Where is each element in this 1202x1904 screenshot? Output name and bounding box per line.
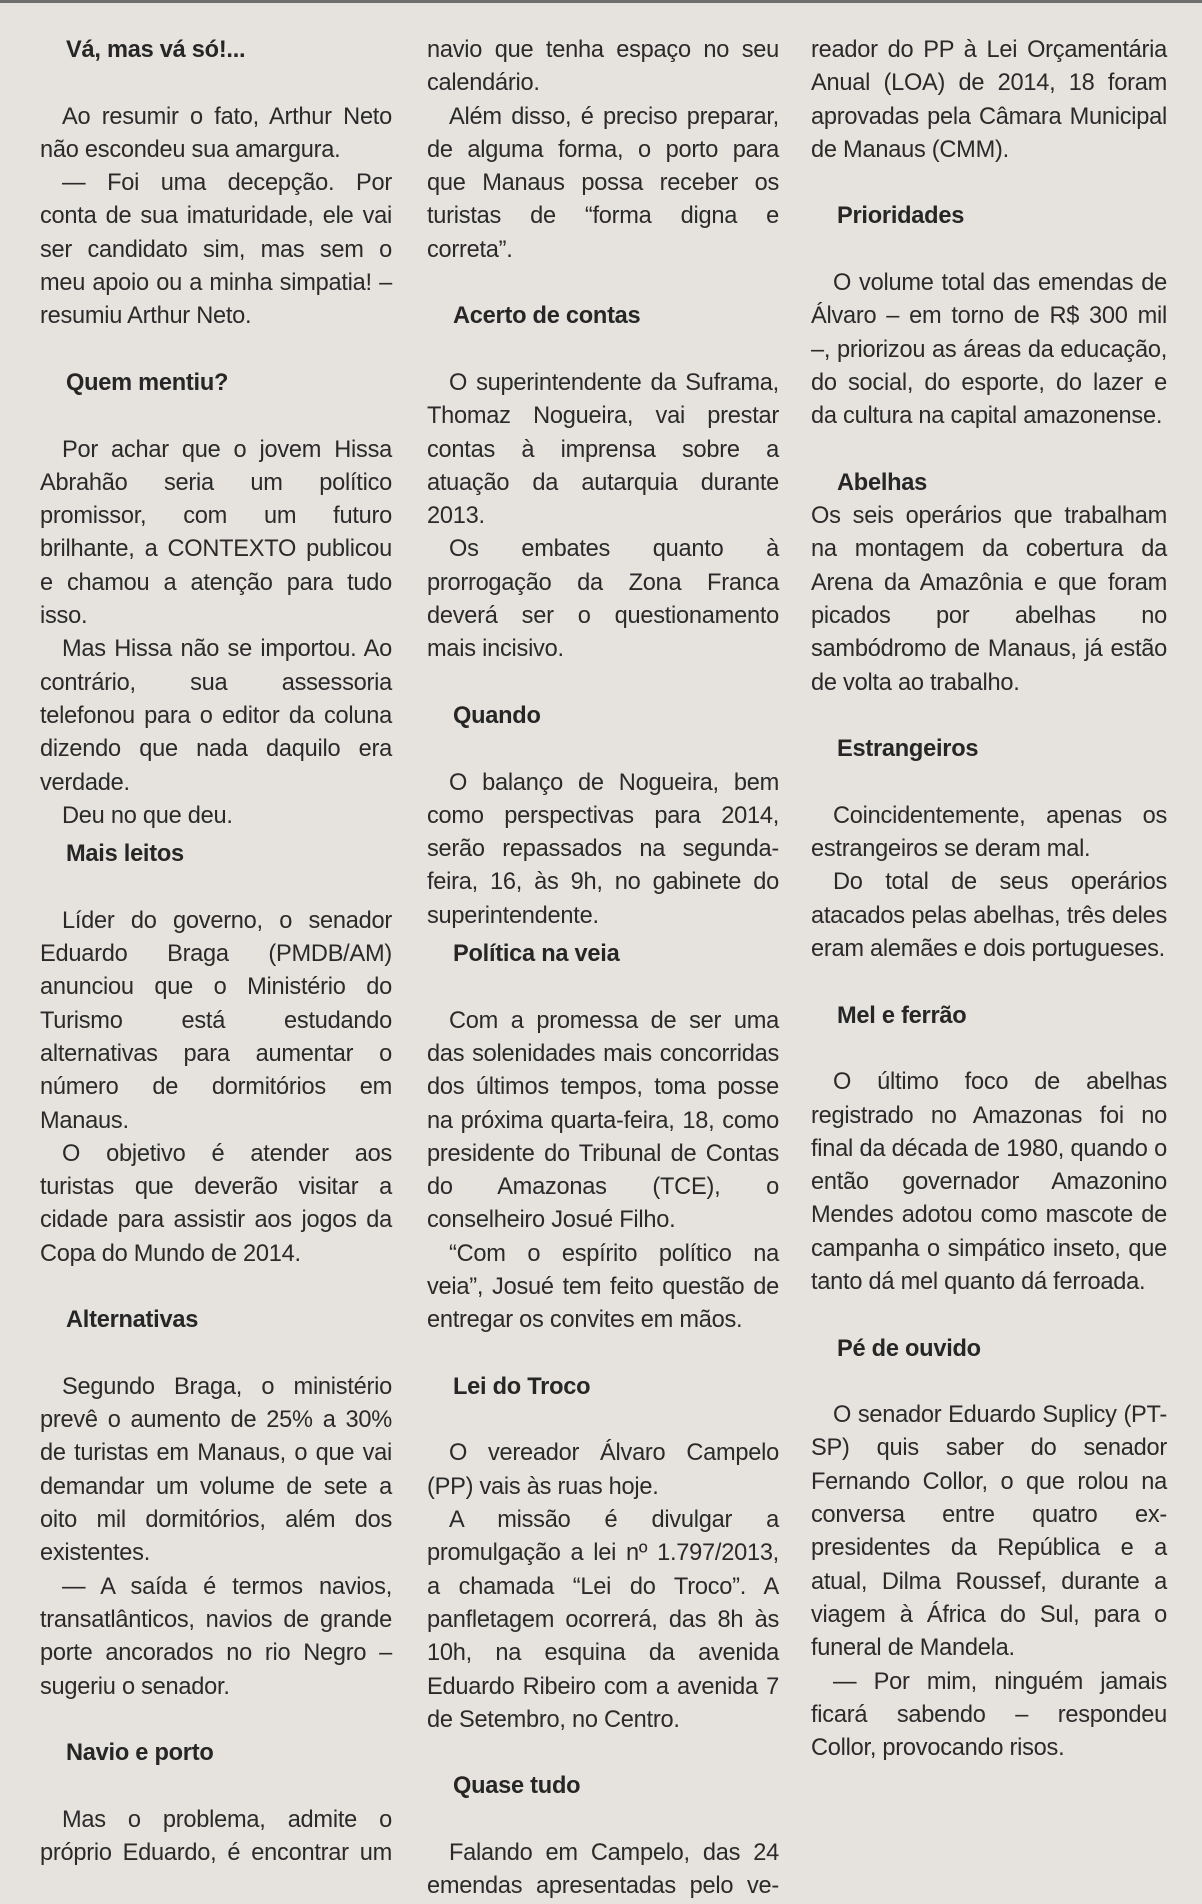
column-2 — [427, 34, 779, 1904]
paragraph: — Por mim, ninguém jamais ficará sabendo – respondeu Collor, provocando risos. — [811, 1668, 1167, 1762]
heading-navio-e-porto: Navio e porto — [66, 1740, 214, 1767]
paragraph: Além disso, é preciso preparar, de alguma forma, o porto para que Manaus possa receber os turistas de “forma digna e correta”. — [427, 103, 779, 263]
paragraph: O volume total das emendas de Álvaro – em torno de R$ 300 mil –, priorizou as áreas da educação, do social, do esporte, do lazer e da cultura na capital amazonense. — [811, 270, 1167, 430]
paragraph: Do total de seus operários atacados pelas abelhas, três deles eram alemães e dois portugueses. — [811, 869, 1167, 963]
paragraph: Mas o problema, admite o próprio Eduardo, é encontrar um — [40, 1806, 392, 1867]
heading-mais-leitos: Mais leitos — [66, 841, 184, 868]
heading-mel-e-ferrao: Mel e ferrão — [837, 1002, 967, 1029]
paragraph: Ao resumir o fato, Arthur Neto não escondeu sua amargura. — [40, 103, 392, 163]
paragraph: Coincidentemente, apenas os estrangeiros se deram mal. — [811, 802, 1167, 863]
heading-quem-mentiu: Quem mentiu? — [66, 369, 229, 396]
paragraph: Mas Hissa não se importou. Ao contrário, sua assessoria telefonou para o editor da coluna dizendo que nada daquilo era verdade. — [40, 636, 392, 796]
paragraph: Com a promessa de ser uma das solenidades mais concorridas dos últimos tempos, toma posse na próxima quarta-feira, 18, como presidente do Tribunal de Contas do Amazonas (TCE), o conselheiro Josué Filho. — [427, 1007, 779, 1234]
heading-abelhas: Abelhas — [837, 469, 928, 496]
top-rule — [0, 0, 1202, 3]
paragraph: navio que tenha espaço no seu calendário. — [427, 37, 779, 97]
paragraph: “Com o espírito político na veia”, Josué tem feito questão de entregar os convites em mãos. — [427, 1240, 779, 1334]
paragraph: Falando em Campelo, das 24 emendas apresentadas pelo ve- — [427, 1840, 779, 1900]
paragraph: O balanço de Nogueira, bem como perspectivas para 2014, serão repassados na segunda-feira, 16, às 9h, no gabinete do superintendente. — [427, 769, 779, 929]
heading-quando: Quando — [453, 702, 541, 729]
paragraph: — A saída é termos navios, transatlânticos, navios de grande porte ancorados no rio Negro – sugeriu o senador. — [40, 1573, 392, 1700]
paragraph: Líder do governo, o senador Eduardo Braga (PMDB/AM) anunciou que o Ministério do Turismo está estudando alternativas para aumentar o número de dormitórios em Manaus. — [40, 907, 392, 1134]
heading-va-mas-va-so: Vá, mas vá só!... — [66, 37, 246, 63]
heading-politica-na-veia: Política na veia — [453, 941, 620, 968]
paragraph: Os seis operários que trabalham na montagem da cobertura da Arena da Amazônia e que foram picados por abelhas no sambódromo de Manaus, já estão de volta ao trabalho. — [811, 503, 1167, 696]
column-3 — [811, 34, 1167, 1765]
heading-alternativas: Alternativas — [66, 1307, 199, 1334]
paragraph: — Foi uma decepção. Por conta de sua imaturidade, ele vai ser candidato sim, mas sem o meu apoio ou a minha simpatia! – resumiu Arthur Neto. — [40, 170, 392, 330]
paragraph: O objetivo é atender aos turistas que deverão visitar a cidade para assistir aos jogos da Copa do Mundo de 2014. — [40, 1140, 392, 1267]
heading-lei-do-troco: Lei do Troco — [453, 1373, 591, 1400]
paragraph: O último foco de abelhas registrado no Amazonas foi no final da década de 1980, quando o então governador Amazonino Mendes adotou como mascote de campanha o simpático inseto, que tanto dá mel quanto dá ferroada. — [811, 1069, 1167, 1295]
column-1 — [40, 34, 392, 1870]
heading-prioridades: Prioridades — [837, 203, 965, 230]
paragraph: reador do PP à Lei Orçamentária Anual (LOA) de 2014, 18 foram aprovadas pela Câmara Municipal de Manaus (CMM). — [811, 37, 1167, 163]
paragraph: Deu no que deu. — [62, 802, 233, 829]
paragraph: Por achar que o jovem Hissa Abrahão seria um político promissor, com um futuro brilhante, a CONTEXTO publicou e chamou a atenção para tudo isso. — [40, 436, 392, 630]
paragraph: O superintendente da Suframa, Thomaz Nogueira, vai prestar contas à imprensa sobre a atuação da autarquia durante 2013. — [427, 369, 779, 530]
heading-pe-de-ouvido: Pé de ouvido — [837, 1335, 981, 1362]
heading-acerto-de-contas: Acerto de contas — [453, 303, 641, 330]
paragraph: O vereador Álvaro Campelo (PP) vais às ruas hoje. — [427, 1440, 779, 1500]
heading-estrangeiros: Estrangeiros — [837, 736, 979, 763]
heading-quase-tudo: Quase tudo — [453, 1773, 581, 1800]
paragraph: Segundo Braga, o ministério prevê o aumento de 25% a 30% de turistas em Manaus, o que vai demandar um volume de sete a oito mil dormitórios, além dos existentes. — [40, 1373, 392, 1567]
paragraph: A missão é divulgar a promulgação a lei nº 1.797/2013, a chamada “Lei do Troco”. A panfletagem ocorrerá, das 8h às 10h, na esquina da avenida Eduardo Ribeiro com a avenida 7 de Setembro, no Centro. — [427, 1507, 779, 1733]
paragraph: Os embates quanto à prorrogação da Zona Franca deverá ser o questionamento mais incisivo. — [427, 536, 779, 663]
paragraph: O senador Eduardo Suplicy (PT-SP) quis saber do senador Fernando Collor, o que rolou na conversa entre quatro ex-presidentes da República e a atual, Dilma Roussef, durante a viagem à África do Sul, para o funeral de Mandela. — [811, 1402, 1167, 1662]
